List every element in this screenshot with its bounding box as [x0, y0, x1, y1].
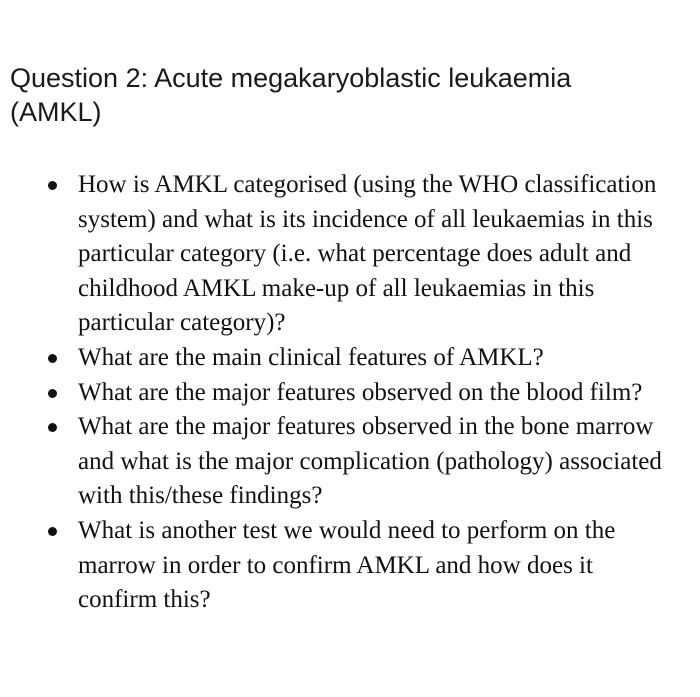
- question-list: [78, 168, 668, 618]
- question-text: What are the main clinical features of AMKL?: [78, 343, 544, 371]
- bullet-icon: [48, 354, 57, 363]
- question-text: What are the major features observed in the bone marrow and what is the major complication (pathology) associated with this/these findings?: [78, 413, 662, 510]
- bullet-icon: [48, 423, 57, 432]
- question-text: What are the major features observed on the blood film?: [78, 378, 643, 406]
- question-text: How is AMKL categorised (using the WHO classification system) and what is its incidence of all leukaemias in this particular category (i.e. what percentage does adult and childhood AMKL make-up of all leukaemias in this particular category)?: [78, 171, 657, 337]
- bullet-icon: [48, 527, 57, 536]
- bullet-icon: [48, 181, 57, 190]
- question-item: [78, 376, 668, 411]
- question-title: Question 2: Acute megakaryoblastic leukaemia (AMKL): [10, 63, 572, 127]
- question-item: [78, 168, 668, 341]
- bullet-icon: [48, 389, 57, 398]
- question-item: [78, 410, 668, 514]
- question-item: [78, 341, 668, 376]
- question-item: [78, 514, 668, 618]
- question-text: What is another test we would need to perform on the marrow in order to confirm AMKL and how does it confirm this?: [78, 516, 616, 614]
